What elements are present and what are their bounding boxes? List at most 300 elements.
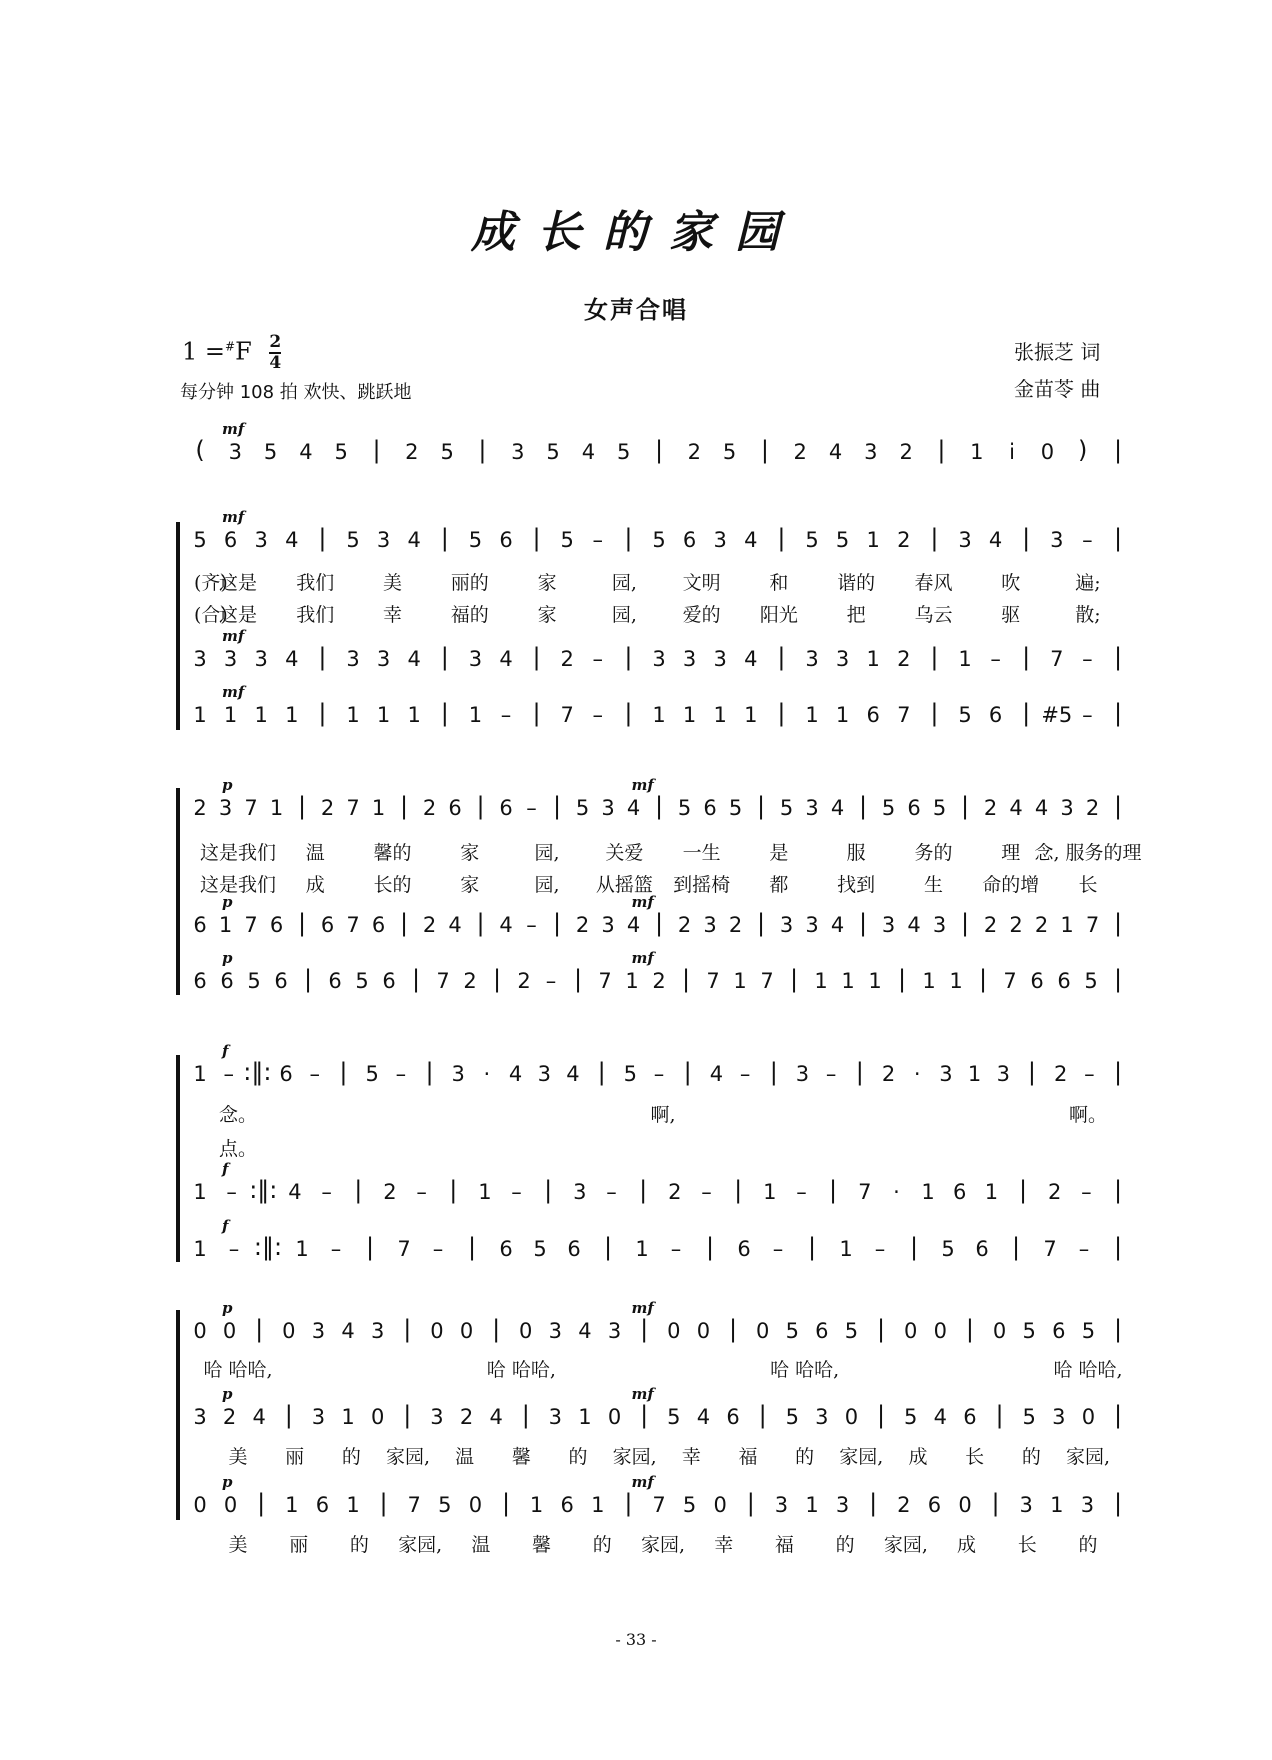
bar-line: | bbox=[521, 1401, 530, 1429]
bar-line: | bbox=[1018, 1176, 1028, 1204]
bar-line: | bbox=[991, 1489, 1000, 1517]
bar-line: | bbox=[297, 909, 307, 937]
note: 3 bbox=[376, 528, 391, 552]
bar-line: | bbox=[1113, 792, 1123, 820]
note: 3 bbox=[1060, 796, 1074, 820]
note: 4 bbox=[744, 528, 758, 552]
note: 4 bbox=[407, 528, 421, 552]
note: – bbox=[416, 1180, 427, 1204]
note: 2 bbox=[1085, 796, 1100, 820]
note: 5 bbox=[1022, 1405, 1036, 1429]
key-note-sharp: # bbox=[225, 339, 236, 354]
note: 3 bbox=[218, 796, 233, 820]
bar-line: | bbox=[777, 699, 786, 727]
lyric-syllable: 美 bbox=[383, 572, 403, 594]
lyric-syllable: 把 bbox=[846, 604, 866, 626]
note: 4 bbox=[252, 1405, 266, 1429]
note: 4 bbox=[341, 1319, 355, 1343]
note: – bbox=[653, 1062, 665, 1086]
bar-line: | bbox=[478, 436, 487, 464]
bar-line: | bbox=[532, 643, 541, 671]
dynamic-marking: mf bbox=[222, 508, 245, 526]
note: 7 bbox=[1003, 969, 1017, 993]
note: – bbox=[1082, 703, 1093, 727]
lyric-syllable: 幸 bbox=[681, 1446, 701, 1468]
lyric-syllable: 长 bbox=[965, 1446, 985, 1468]
note: – bbox=[226, 1180, 237, 1204]
bar-line: | bbox=[705, 1233, 715, 1261]
time-bottom: 4 bbox=[269, 353, 282, 373]
note: 1 bbox=[1050, 1493, 1064, 1517]
lyric-syllable: 这是 bbox=[218, 604, 258, 626]
note: 6 bbox=[320, 913, 335, 937]
dynamic-marking: mf bbox=[222, 627, 245, 645]
lyric-syllable: 啊。 bbox=[1068, 1104, 1108, 1126]
tempo-marking: 每分钟 108 拍 欢快、跳跃地 bbox=[180, 382, 412, 403]
bar-line: | bbox=[1113, 643, 1123, 671]
lyric-verse-label: (合) bbox=[194, 604, 228, 626]
bar-line: | bbox=[339, 1058, 348, 1086]
note: 1 bbox=[958, 647, 972, 671]
lyric-syllable: 是 bbox=[769, 842, 789, 864]
bar-line: | bbox=[318, 524, 327, 552]
note: 0 bbox=[1081, 1405, 1096, 1429]
lyric-syllable: 我们 bbox=[296, 604, 335, 626]
lyric-syllable: 吹 bbox=[1001, 572, 1021, 594]
note: 0 bbox=[1040, 440, 1055, 464]
note: 0 bbox=[193, 1319, 207, 1343]
bar-line: | bbox=[728, 1315, 738, 1343]
note: 5 bbox=[247, 969, 261, 993]
note: 5 bbox=[575, 796, 590, 820]
lyric-syllable: 家园, bbox=[612, 1446, 657, 1468]
note: 3 bbox=[370, 1319, 385, 1343]
page-number: - 33 - bbox=[615, 1630, 657, 1649]
lyric-syllable: 哈 哈哈, bbox=[203, 1359, 273, 1381]
bar-line: | bbox=[425, 1058, 434, 1086]
bar-line: | bbox=[476, 792, 485, 820]
note: 1 bbox=[805, 703, 819, 727]
bar-line: | bbox=[1022, 699, 1031, 727]
dynamic-marking: mf bbox=[631, 893, 654, 911]
lyric-syllable: 乌云 bbox=[914, 604, 953, 626]
note: – bbox=[701, 1180, 712, 1204]
note: 6 bbox=[193, 969, 207, 993]
note: 3 bbox=[1019, 1493, 1033, 1517]
note: 6 bbox=[279, 1062, 293, 1086]
note: 4 bbox=[448, 913, 462, 937]
note: 5 bbox=[365, 1062, 379, 1086]
note: 0 bbox=[755, 1319, 770, 1343]
note: 1 bbox=[733, 969, 747, 993]
note: 2 bbox=[193, 796, 207, 820]
note: 3 bbox=[805, 913, 819, 937]
bar-line: | bbox=[855, 1058, 864, 1086]
lyric-syllable: 长 bbox=[1078, 874, 1098, 896]
note: 3 bbox=[932, 913, 947, 937]
lyric-syllable: 园, bbox=[611, 572, 637, 594]
note: 5 bbox=[932, 796, 947, 820]
bar-line: | bbox=[1022, 524, 1031, 552]
note: 0 bbox=[222, 1319, 237, 1343]
lyric-syllable: 园, bbox=[611, 604, 637, 626]
note: 6 bbox=[499, 796, 513, 820]
lyric-syllable: 散; bbox=[1075, 604, 1101, 626]
bar-line: | bbox=[960, 909, 970, 937]
bar-line: | bbox=[354, 1176, 363, 1204]
lyric-syllable: 美 bbox=[228, 1446, 248, 1468]
system-brace bbox=[176, 522, 180, 730]
note: 0 bbox=[468, 1493, 483, 1517]
note: 2 bbox=[677, 913, 692, 937]
note: 4 bbox=[696, 1405, 711, 1429]
note: 1 bbox=[218, 913, 233, 937]
note: 7 bbox=[560, 703, 574, 727]
lyric-syllable: 啊, bbox=[650, 1104, 676, 1126]
bar-line: | bbox=[858, 792, 868, 820]
note: 2 bbox=[652, 969, 666, 993]
bar-line: | bbox=[683, 1058, 692, 1086]
lyric-syllable: 幸 bbox=[714, 1534, 734, 1556]
note: 3 bbox=[703, 913, 717, 937]
bar-line: | bbox=[1113, 1176, 1123, 1204]
note: 7 bbox=[346, 796, 360, 820]
note: 2 bbox=[1009, 913, 1023, 937]
bar-line: | bbox=[995, 1401, 1004, 1429]
note: 4 bbox=[581, 440, 596, 464]
bar-line: | bbox=[1113, 1489, 1123, 1517]
note: 0 bbox=[667, 1319, 681, 1343]
note: 1 bbox=[635, 1237, 649, 1261]
lyric-syllable: 这是我们 bbox=[199, 842, 277, 864]
note: 3 bbox=[254, 647, 268, 671]
note: 6 bbox=[371, 913, 386, 937]
note: 5 bbox=[440, 440, 454, 464]
note: 1 bbox=[967, 1062, 982, 1086]
bar-line: | bbox=[640, 1315, 649, 1343]
note: 7 bbox=[397, 1237, 411, 1261]
note: 1 bbox=[652, 703, 666, 727]
note: 7 bbox=[897, 703, 911, 727]
note: 6 bbox=[988, 703, 1003, 727]
note: 5 bbox=[1022, 1319, 1036, 1343]
lyric-syllable: 念, 服务的理 bbox=[1034, 842, 1142, 864]
note: 4 bbox=[709, 1062, 724, 1086]
note: 2 bbox=[983, 913, 998, 937]
note: 6 bbox=[269, 913, 284, 937]
lyric-syllable: 阳光 bbox=[759, 604, 798, 626]
bar-line: | bbox=[734, 1176, 743, 1204]
bar-line: | bbox=[654, 792, 664, 820]
note: 7 bbox=[244, 913, 258, 937]
bar-line: | bbox=[1113, 436, 1123, 464]
note: 5 bbox=[667, 1405, 681, 1429]
note: 6 bbox=[499, 1237, 513, 1261]
bar-line: | bbox=[318, 699, 327, 727]
note: 3 bbox=[682, 647, 697, 671]
bar-line: | bbox=[777, 524, 786, 552]
note: 6 bbox=[682, 528, 697, 552]
note: 5 bbox=[958, 703, 972, 727]
bar-line: :‖: bbox=[243, 1058, 272, 1086]
note: 6 bbox=[866, 703, 880, 727]
lyric-syllable: 丽 bbox=[285, 1446, 305, 1468]
note: 2 bbox=[983, 796, 998, 820]
note: – bbox=[330, 1237, 342, 1261]
note: – bbox=[592, 528, 604, 552]
dynamic-marking: p bbox=[222, 776, 233, 794]
note: 3 bbox=[376, 647, 391, 671]
note: 4 bbox=[285, 528, 299, 552]
note: 3 bbox=[311, 1405, 326, 1429]
note: 1 bbox=[839, 1237, 853, 1261]
lyric-syllable: 念。 bbox=[218, 1104, 258, 1126]
note: 5 bbox=[941, 1237, 955, 1261]
note: 2 bbox=[222, 1405, 237, 1429]
note: 3 bbox=[713, 647, 727, 671]
note: 2 bbox=[668, 1180, 682, 1204]
note: 5 bbox=[904, 1405, 918, 1429]
note: 3 bbox=[881, 913, 896, 937]
lyric-syllable: 美 bbox=[228, 1534, 248, 1556]
lyric-syllable: 哈 哈哈, bbox=[770, 1359, 840, 1381]
bar-line: | bbox=[1113, 524, 1123, 552]
note: – bbox=[321, 1180, 332, 1204]
note: 0 bbox=[223, 1493, 238, 1517]
note: 1 bbox=[285, 703, 299, 727]
note: 1 bbox=[193, 1237, 207, 1261]
note: – bbox=[606, 1180, 617, 1204]
bar-line: | bbox=[403, 1401, 412, 1429]
note: 2 bbox=[320, 796, 335, 820]
note: – bbox=[395, 1062, 407, 1086]
lyric-syllable: 的 bbox=[568, 1446, 588, 1468]
note: 3 bbox=[779, 913, 794, 937]
bar-line: | bbox=[399, 792, 409, 820]
note: 3 bbox=[805, 647, 819, 671]
lyric-syllable: 理 bbox=[1001, 842, 1021, 864]
note: – bbox=[874, 1237, 886, 1261]
note: 4 bbox=[407, 647, 421, 671]
note: 0 bbox=[958, 1493, 972, 1517]
dynamic-marking: p bbox=[222, 1385, 233, 1403]
dynamic-marking: mf bbox=[631, 1385, 654, 1403]
note: 3 bbox=[835, 1493, 850, 1517]
lyric-syllable: 家园, bbox=[640, 1534, 686, 1556]
dynamic-marking: p bbox=[222, 893, 233, 911]
bar-line: | bbox=[639, 1176, 648, 1204]
note: 4 bbox=[288, 1180, 302, 1204]
bar-line: | bbox=[746, 1489, 755, 1517]
note: 2 bbox=[383, 1180, 397, 1204]
note: 1 bbox=[295, 1237, 309, 1261]
lyric-syllable: 爱的 bbox=[682, 604, 721, 626]
note: 5 bbox=[785, 1319, 799, 1343]
note: 6 bbox=[1030, 969, 1044, 993]
dynamic-marking: f bbox=[222, 1217, 229, 1235]
lyric-syllable: 丽 bbox=[289, 1534, 309, 1556]
note: 3 bbox=[223, 647, 238, 671]
bar-line: | bbox=[909, 1233, 919, 1261]
bar-line: | bbox=[399, 909, 409, 937]
lyric-syllable: 一生 bbox=[682, 842, 721, 864]
note: 2 bbox=[793, 440, 807, 464]
note: – bbox=[670, 1237, 682, 1261]
note: 3 bbox=[815, 1405, 829, 1429]
note: 4 bbox=[626, 796, 641, 820]
note: 1 bbox=[193, 1062, 207, 1086]
bar-line: | bbox=[284, 1401, 293, 1429]
note: 1 bbox=[254, 703, 268, 727]
bar-line: | bbox=[372, 436, 381, 464]
dynamic-marking: p bbox=[222, 1299, 233, 1317]
lyric-syllable: 驱 bbox=[1001, 604, 1021, 626]
note: 7 bbox=[598, 969, 612, 993]
bar-line: | bbox=[858, 909, 868, 937]
note: 3 bbox=[805, 796, 819, 820]
note: 7 bbox=[244, 796, 258, 820]
note: · bbox=[913, 1062, 921, 1086]
note: 0 bbox=[519, 1319, 533, 1343]
note: 3 bbox=[193, 647, 207, 671]
bar-line: | bbox=[1022, 643, 1031, 671]
note: 6 bbox=[726, 1405, 740, 1429]
note: 3 bbox=[939, 1062, 953, 1086]
note: 4 bbox=[988, 528, 1003, 552]
note: 2 bbox=[881, 1062, 896, 1086]
bar-line: | bbox=[937, 436, 946, 464]
bar-line: | bbox=[440, 524, 449, 552]
note: 6 bbox=[448, 796, 462, 820]
bar-line: | bbox=[303, 965, 313, 993]
note: 5 bbox=[438, 1493, 452, 1517]
note: 0 bbox=[713, 1493, 727, 1517]
note: 3 bbox=[1052, 1405, 1066, 1429]
note: 7 bbox=[1050, 647, 1064, 671]
note: 6 bbox=[1057, 969, 1071, 993]
note: 3 bbox=[1080, 1493, 1095, 1517]
note: 4 bbox=[907, 913, 921, 937]
key-label: 1 = bbox=[182, 337, 226, 366]
lyric-syllable: 从摇篮 bbox=[595, 874, 653, 896]
bar-line: | bbox=[597, 1058, 606, 1086]
bar-line: :‖: bbox=[249, 1176, 278, 1204]
bar-line: | bbox=[777, 643, 786, 671]
bar-line: | bbox=[960, 792, 970, 820]
note: 6 bbox=[274, 969, 288, 993]
note: 1 bbox=[376, 703, 391, 727]
bar-line: | bbox=[930, 643, 939, 671]
note: 5 bbox=[533, 1237, 547, 1261]
note: 2 bbox=[728, 913, 743, 937]
note: 5 bbox=[722, 440, 737, 464]
bar-line: | bbox=[603, 1233, 613, 1261]
lyric-syllable: 园, bbox=[534, 842, 560, 864]
note: 1 bbox=[193, 703, 207, 727]
note: 5 bbox=[844, 1319, 859, 1343]
note: 7 bbox=[652, 1493, 666, 1517]
lyric-syllable: 成 bbox=[305, 874, 325, 896]
bar-line: | bbox=[624, 1489, 633, 1517]
note: 4 bbox=[1034, 796, 1049, 820]
note: 0 bbox=[607, 1405, 622, 1429]
note: – bbox=[592, 703, 604, 727]
note: 6 bbox=[927, 1493, 942, 1517]
bar-line: | bbox=[1113, 1315, 1123, 1343]
bar-line: | bbox=[1113, 965, 1123, 993]
lyric-syllable: 春风 bbox=[914, 572, 953, 594]
note: 5 bbox=[355, 969, 369, 993]
note: 3 bbox=[774, 1493, 789, 1517]
note: 7 bbox=[706, 969, 720, 993]
bar-line: | bbox=[403, 1315, 412, 1343]
lyric-syllable: 福的 bbox=[450, 604, 489, 626]
note: 3 bbox=[311, 1319, 326, 1343]
note: 0 bbox=[282, 1319, 296, 1343]
lyric-syllable: 家园, bbox=[398, 1534, 443, 1556]
lyric-syllable: 家园, bbox=[1065, 1446, 1111, 1468]
note: 3 bbox=[468, 647, 483, 671]
note: – bbox=[772, 1237, 784, 1261]
lyric-syllable: 温 bbox=[305, 842, 325, 864]
system-brace bbox=[176, 1310, 180, 1520]
bar-line: | bbox=[789, 965, 799, 993]
note: 1 bbox=[814, 969, 828, 993]
note: 4 bbox=[566, 1062, 580, 1086]
note: 1 bbox=[682, 703, 697, 727]
note: 7 bbox=[1043, 1237, 1057, 1261]
note: 5 bbox=[623, 1062, 637, 1086]
lyric-syllable: 找到 bbox=[837, 874, 876, 896]
note: 7 bbox=[760, 969, 774, 993]
note: – bbox=[526, 913, 537, 937]
note: 3 bbox=[652, 647, 666, 671]
note: 4 bbox=[830, 913, 845, 937]
bar-line: | bbox=[807, 1233, 817, 1261]
bar-line: | bbox=[467, 1233, 477, 1261]
note: 0 bbox=[696, 1319, 711, 1343]
note: #5 bbox=[1041, 703, 1073, 727]
note: 1 bbox=[763, 1180, 777, 1204]
lyric-syllable: 和 bbox=[769, 572, 789, 594]
bar-line: | bbox=[756, 909, 766, 937]
lyric-syllable: 福 bbox=[774, 1534, 794, 1556]
dynamic-marking: mf bbox=[631, 949, 654, 967]
note: 1 bbox=[1060, 913, 1074, 937]
note: 0 bbox=[430, 1319, 444, 1343]
note: 6 bbox=[499, 528, 513, 552]
bar-line: | bbox=[544, 1176, 553, 1204]
dynamic-marking: mf bbox=[631, 1473, 654, 1491]
lyric-syllable: 谐的 bbox=[837, 572, 876, 594]
note: 2 bbox=[1053, 1062, 1068, 1086]
note: 3 bbox=[864, 440, 878, 464]
note: 2 bbox=[687, 440, 701, 464]
song-subtitle: 女声合唱 bbox=[584, 295, 688, 324]
note: 3 bbox=[537, 1062, 551, 1086]
bar-line: | bbox=[365, 1233, 375, 1261]
note: 1 bbox=[805, 1493, 819, 1517]
lyric-syllable: 点。 bbox=[218, 1138, 258, 1160]
bar-line: | bbox=[758, 1401, 767, 1429]
note: 3 bbox=[795, 1062, 810, 1086]
note: 1 bbox=[868, 969, 882, 993]
system-brace bbox=[176, 788, 180, 995]
bar-line: | bbox=[1113, 1058, 1123, 1086]
note: 3 bbox=[451, 1062, 465, 1086]
note: 2 bbox=[517, 969, 531, 993]
bar-line: | bbox=[624, 699, 633, 727]
